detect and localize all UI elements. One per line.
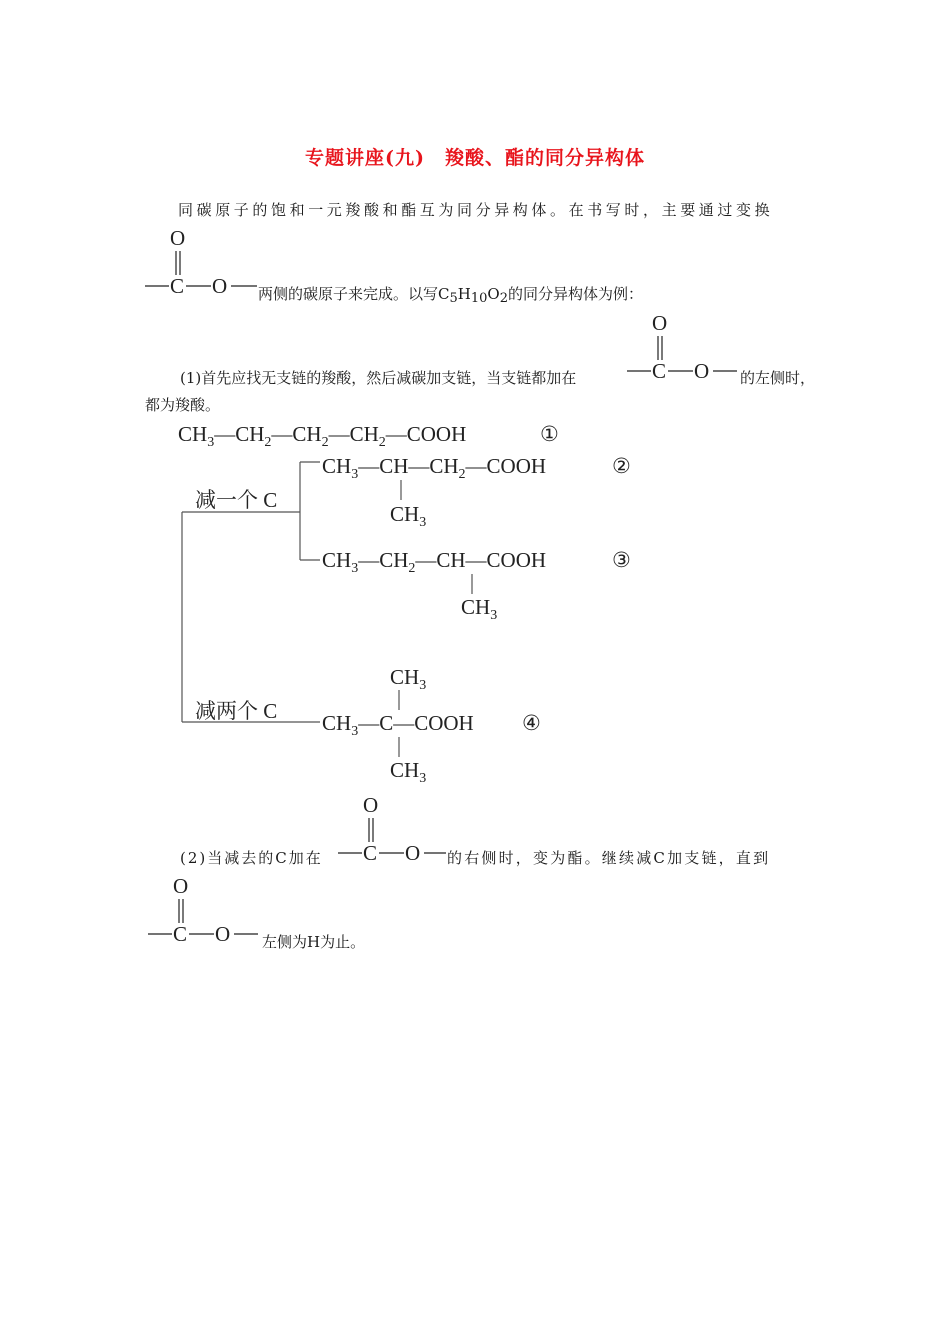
page-title: 专题讲座(九) 羧酸、酯的同分异构体 bbox=[305, 147, 645, 169]
structure-3-number: ③ bbox=[612, 548, 631, 572]
svg-text:O: O bbox=[405, 841, 421, 865]
structure-2-number: ② bbox=[612, 454, 631, 478]
structure-2-main: $CH_3—CH—CH_2—COOH$ bbox=[322, 454, 547, 482]
label-minus-two-c: 减两个 C bbox=[195, 699, 278, 723]
structure-3-main: $CH_3—CH_2—CH—COOH$ bbox=[322, 548, 547, 576]
svg-text:O: O bbox=[652, 311, 668, 335]
structure-3-branch: $CH_3$ bbox=[461, 595, 498, 623]
structure-1-number: ① bbox=[540, 422, 559, 446]
svg-text:O: O bbox=[363, 793, 379, 817]
structure-4-main: $CH_3—C—COOH$ bbox=[322, 711, 474, 739]
structure-4-number: ④ bbox=[522, 711, 541, 735]
structure-4-top: $CH_3$ bbox=[390, 665, 427, 693]
svg-text:C: C bbox=[652, 359, 667, 383]
svg-text:C: C bbox=[363, 841, 378, 865]
ester-group-4 bbox=[148, 873, 268, 946]
structure-1-formula: $CH_3—CH_2—CH_2—CH_2—COOH$ bbox=[178, 422, 467, 450]
structure-4-bottom: $CH_3$ bbox=[390, 758, 427, 786]
step2-text-c: 左侧为H为止。 bbox=[262, 933, 366, 951]
svg-text:O: O bbox=[173, 874, 189, 898]
step1-text-c: 都为羧酸。 bbox=[145, 396, 221, 414]
ester-o-top: O bbox=[170, 226, 186, 250]
step1-text-a: (1)首先应找无支链的羧酸，然后减碳加支链，当支链都加在 bbox=[180, 369, 577, 387]
step1-text-b: 的左侧时， bbox=[740, 369, 816, 387]
structure-2-branch: $CH_3$ bbox=[390, 502, 427, 530]
step2-text-a: (2)当减去的C加在 bbox=[180, 849, 323, 867]
svg-text:O: O bbox=[215, 922, 231, 946]
step2-text-b: 的右侧时，变为酯。继续减C加支链，直到 bbox=[447, 849, 771, 867]
ester-o: O bbox=[212, 274, 228, 298]
svg-text:C: C bbox=[173, 922, 188, 946]
intro-line-2: 两侧的碳原子来完成。以写$C_5H_{10}O_2$的同分异构体为例： bbox=[258, 285, 644, 306]
ester-c: C bbox=[170, 274, 185, 298]
intro-line-1: 同碳原子的饱和一元羧酸和酯互为同分异构体。在书写时，主要通过变换 bbox=[178, 201, 774, 219]
svg-text:O: O bbox=[694, 359, 710, 383]
label-minus-one-c: 减一个 C bbox=[195, 488, 278, 512]
ester-group-3 bbox=[338, 792, 458, 865]
